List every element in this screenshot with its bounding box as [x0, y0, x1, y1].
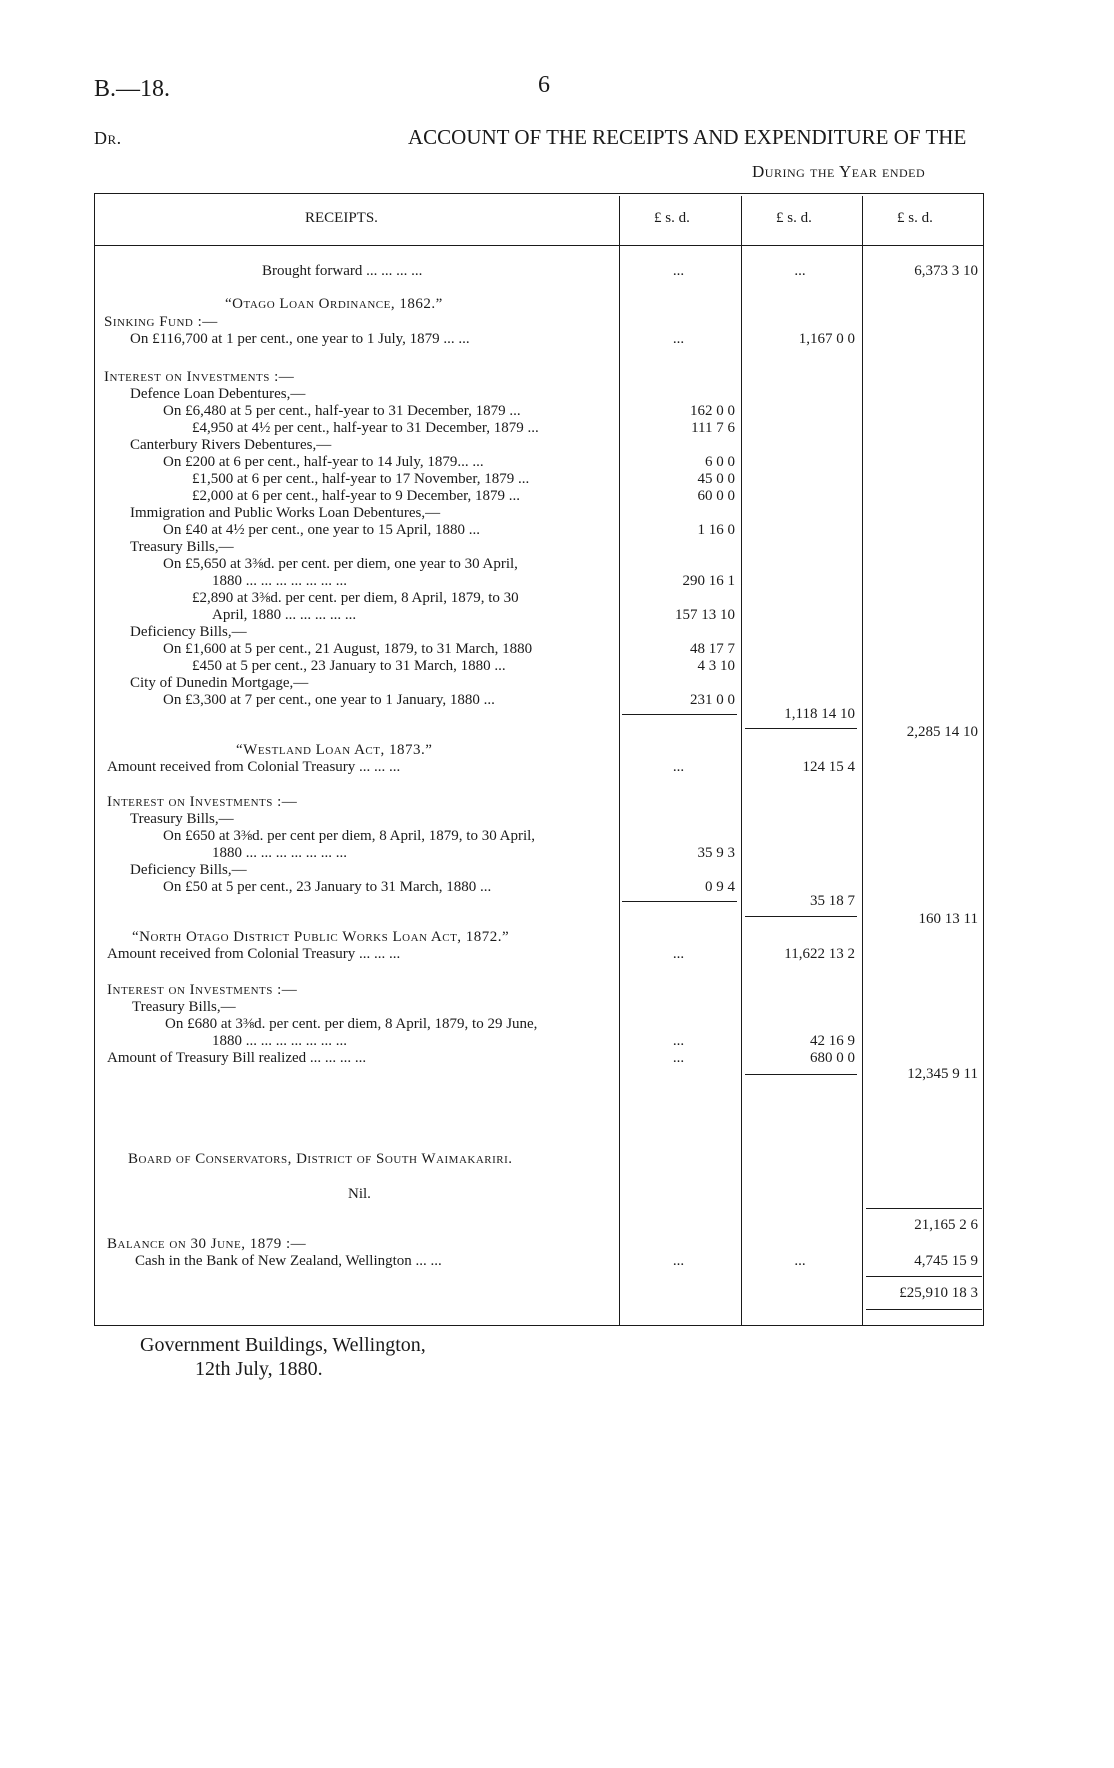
balance-heading: Balance on 30 June, 1879 :— — [107, 1236, 307, 1252]
north-otago-total: 12,345 9 11 — [907, 1066, 978, 1082]
grand-total: £25,910 18 3 — [899, 1285, 978, 1301]
treasury-line-2b: April, 1880 ... ... ... ... ... — [212, 607, 357, 623]
north-treasury-amount: 42 16 9 — [810, 1033, 855, 1049]
signature-date: 12th July, 1880. — [195, 1358, 323, 1380]
north-otago-received-amount: 11,622 13 2 — [784, 946, 855, 962]
canterbury-amount-3: 60 0 0 — [697, 488, 735, 504]
signature-location: Government Buildings, Wellington, — [140, 1334, 426, 1356]
treasury-bill-realized-c1: ... — [672, 1050, 685, 1066]
dunedin-heading: City of Dunedin Mortgage,— — [130, 675, 309, 691]
treasury-line-1a: On £5,650 at 3⅜d. per cent. per diem, one year to 30 April, — [163, 556, 518, 572]
westland-total: 160 13 11 — [918, 911, 978, 927]
canterbury-line-1: On £200 at 6 per cent., half-year to 14 July, 1879... ... — [163, 454, 484, 470]
table-left-rule — [94, 193, 95, 1326]
westland-treasury-amount: 35 9 3 — [697, 845, 735, 861]
interest-heading-3: Interest on Investments :— — [107, 982, 298, 998]
brought-forward-label: Brought forward ... ... ... ... — [262, 263, 423, 279]
subtotal-rule-5 — [745, 1074, 857, 1075]
westland-section-title: “Westland Loan Act, 1873.” — [236, 742, 433, 758]
defence-line-2: £4,950 at 4½ per cent., half-year to 31 December, 1879 ... — [192, 420, 539, 436]
defence-line-1: On £6,480 at 5 per cent., half-year to 31 December, 1879 ... — [163, 403, 521, 419]
westland-received-label: Amount received from Colonial Treasury ... ... ... — [107, 759, 401, 775]
lsd-header-1: £ s. d. — [654, 210, 690, 226]
defence-amount-1: 162 0 0 — [690, 403, 735, 419]
westland-deficiency-amount: 0 9 4 — [705, 879, 735, 895]
treasury-bill-realized-label: Amount of Treasury Bill realized ... ... ... ... — [107, 1050, 367, 1066]
immigration-line-1: On £40 at 4½ per cent., one year to 15 April, 1880 ... — [163, 522, 481, 538]
treasury-amount-1: 290 16 1 — [682, 573, 735, 589]
treasury-line-2a: £2,890 at 3⅜d. per cent. per diem, 8 April, 1879, to 30 — [192, 590, 519, 606]
defence-heading: Defence Loan Debentures,— — [130, 386, 306, 402]
brought-forward-total: 6,373 3 10 — [914, 263, 978, 279]
deficiency-line-2: £450 at 5 per cent., 23 January to 31 March, 1880 ... — [192, 658, 506, 674]
table-right-rule — [983, 193, 984, 1326]
receipts-sum: 21,165 2 6 — [914, 1217, 978, 1233]
page-number: 6 — [538, 72, 550, 98]
column-rule-1 — [619, 196, 620, 1326]
subtotal-rule-4 — [745, 916, 857, 917]
westland-deficiency-line: On £50 at 5 per cent., 23 January to 31 March, 1880 ... — [163, 879, 492, 895]
receipts-column-header: RECEIPTS. — [305, 210, 378, 226]
subtotal-rule-2 — [745, 728, 857, 729]
canterbury-amount-1: 6 0 0 — [705, 454, 735, 470]
north-treasury-line-b: 1880 ... ... ... ... ... ... ... — [212, 1033, 347, 1049]
table-bottom-rule — [94, 1325, 984, 1326]
sinking-fund-amount: 1,167 0 0 — [798, 331, 855, 347]
board-nil: Nil. — [348, 1186, 371, 1202]
north-otago-received-c1: ... — [672, 946, 685, 962]
table-header-rule — [94, 245, 984, 246]
lsd-header-3: £ s. d. — [897, 210, 933, 226]
canterbury-line-3: £2,000 at 6 per cent., half-year to 9 December, 1879 ... — [192, 488, 521, 504]
immigration-heading: Immigration and Public Works Loan Debentures,— — [130, 505, 441, 521]
interest-heading-1: Interest on Investments :— — [104, 369, 295, 385]
dunedin-amount-1: 231 0 0 — [690, 692, 735, 708]
cash-bank-c2: ... — [794, 1253, 806, 1269]
column-rule-2 — [741, 196, 742, 1326]
treasury-amount-2: 157 13 10 — [675, 607, 735, 623]
subtotal-rule-3 — [622, 901, 737, 902]
cash-bank-label: Cash in the Bank of New Zealand, Wellington ... ... — [135, 1253, 442, 1269]
treasury-bills-heading-3: Treasury Bills,— — [132, 999, 236, 1015]
page-title: ACCOUNT OF THE RECEIPTS AND EXPENDITURE OF THE — [408, 125, 967, 149]
canterbury-amount-2: 45 0 0 — [697, 471, 735, 487]
board-section-title: Board of Conservators, District of South Waimakariri. — [128, 1151, 513, 1167]
north-otago-received-label: Amount received from Colonial Treasury ... ... ... — [107, 946, 401, 962]
north-treasury-line-a: On £680 at 3⅜d. per cent. per diem, 8 April, 1879, to 29 June, — [165, 1016, 538, 1032]
table-top-rule — [94, 193, 984, 194]
treasury-bills-heading-1: Treasury Bills,— — [130, 539, 234, 555]
interest-heading-2: Interest on Investments :— — [107, 794, 298, 810]
grand-total-rule-bottom — [866, 1309, 982, 1310]
page-subtitle: During the Year ended — [752, 162, 926, 181]
sinking-fund-line: On £116,700 at 1 per cent., one year to 1 July, 1879 ... ... — [130, 331, 470, 347]
lsd-header-2: £ s. d. — [776, 210, 812, 226]
deficiency-amount-2: 4 3 10 — [697, 658, 735, 674]
sinking-fund-c1: ... — [672, 331, 685, 347]
defence-amount-2: 111 7 6 — [691, 420, 735, 436]
treasury-bill-realized-amount: 680 0 0 — [810, 1050, 855, 1066]
north-otago-section-title: “North Otago District Public Works Loan Act, 1872.” — [132, 929, 510, 945]
sum-rule — [866, 1208, 982, 1209]
debit-label: Dr. — [94, 128, 122, 148]
immigration-amount-1: 1 16 0 — [697, 522, 735, 538]
westland-received-c1: ... — [672, 759, 685, 775]
north-treasury-c1: ... — [672, 1033, 685, 1049]
otago-total: 2,285 14 10 — [906, 724, 978, 740]
subtotal-rule-1 — [622, 714, 737, 715]
deficiency-heading-2: Deficiency Bills,— — [130, 862, 247, 878]
canterbury-heading: Canterbury Rivers Debentures,— — [130, 437, 332, 453]
westland-received-amount: 124 15 4 — [802, 759, 855, 775]
cash-bank-c1: ... — [672, 1253, 685, 1269]
brought-forward-c1: ... — [672, 263, 685, 279]
westland-interest-subtotal: 35 18 7 — [810, 893, 855, 909]
deficiency-heading-1: Deficiency Bills,— — [130, 624, 247, 640]
deficiency-line-1: On £1,600 at 5 per cent., 21 August, 1879, to 31 March, 1880 — [163, 641, 533, 657]
column-rule-3 — [862, 196, 863, 1326]
cash-bank-amount: 4,745 15 9 — [914, 1253, 978, 1269]
treasury-line-1b: 1880 ... ... ... ... ... ... ... — [212, 573, 347, 589]
treasury-bills-heading-2: Treasury Bills,— — [130, 811, 234, 827]
westland-treasury-line-a: On £650 at 3⅜d. per cent per diem, 8 April, 1879, to 30 April, — [163, 828, 536, 844]
brought-forward-c2: ... — [794, 263, 806, 279]
westland-treasury-line-b: 1880 ... ... ... ... ... ... ... — [212, 845, 347, 861]
deficiency-amount-1: 48 17 7 — [690, 641, 735, 657]
sinking-fund-heading: Sinking Fund :— — [104, 314, 218, 330]
grand-total-rule-top — [866, 1276, 982, 1277]
document-reference: B.—18. — [94, 76, 171, 102]
canterbury-line-2: £1,500 at 6 per cent., half-year to 17 November, 1879 ... — [192, 471, 530, 487]
otago-section-title: “Otago Loan Ordinance, 1862.” — [225, 296, 443, 312]
dunedin-line-1: On £3,300 at 7 per cent., one year to 1 January, 1880 ... — [163, 692, 495, 708]
otago-interest-subtotal: 1,118 14 10 — [784, 706, 855, 722]
